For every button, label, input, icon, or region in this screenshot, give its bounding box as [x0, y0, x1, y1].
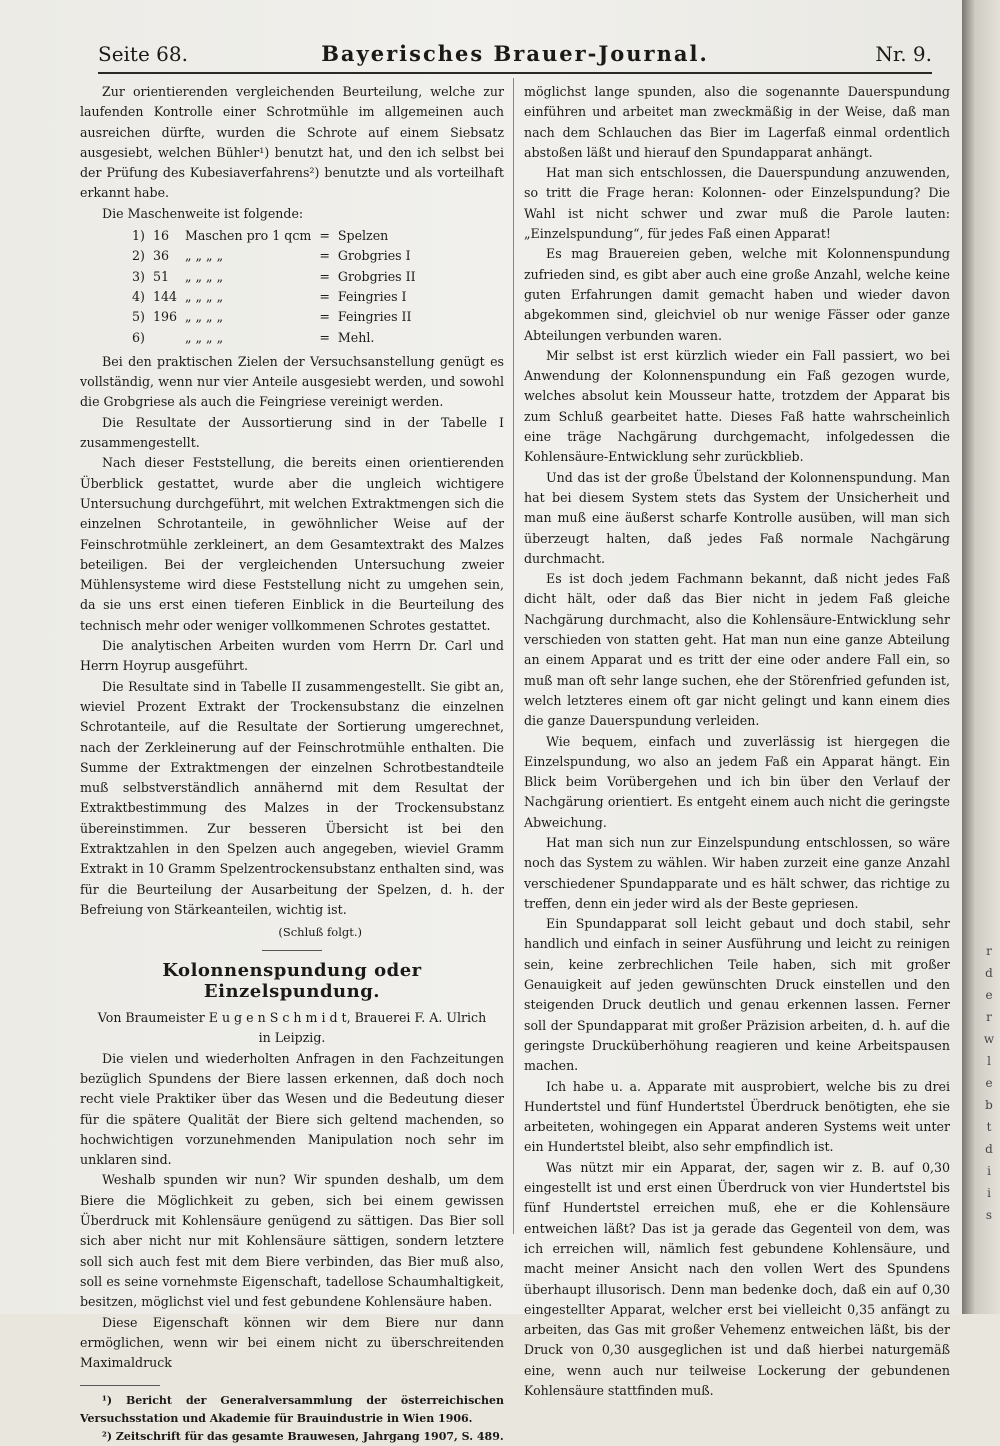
byline: Von Braumeister E u g e n S c h m i d t, Brauerei F. A. Ulrich [97, 1010, 487, 1026]
mesh-equals: = [319, 268, 330, 284]
mesh-name: Grobgries I [337, 248, 411, 264]
page-header [98, 42, 932, 74]
mesh-count: 36 [152, 248, 169, 264]
footnote-rule [80, 1385, 160, 1386]
left-column [80, 82, 504, 1446]
mesh-count: 144 [152, 288, 177, 304]
edge-letter: e [985, 1076, 993, 1090]
mesh-name: Spelzen [337, 228, 389, 244]
paragraph: Ein Spundapparat soll leicht gebaut und doch stabil, sehr handlich und einfach in seiner Ausführung und leicht zu reinigen sein, keine zerbrechlichen Teile haben, sich mit großer Genauigkeit auf jeden gewünschten Druck einstellen und den steigenden Druck deutlich und genau erkennen lassen. Ferner soll der Spundapparat mit großer Präzision arbeiten, d. h. auf die geringste Drucküberhöhung reagieren und keine Arbeitspausen machen. [524, 916, 950, 1074]
edge-letter: i [987, 1186, 991, 1200]
paragraph: Die analytischen Arbeiten wurden vom Herrn Dr. Carl und Herrn Hoyrup ausgeführt. [80, 638, 504, 674]
mesh-row [132, 328, 424, 348]
paragraph: Diese Eigenschaft können wir dem Biere nur dann ermöglichen, wenn wir bei einem nicht zu überschreitenden Maximaldruck [80, 1314, 504, 1371]
paragraph: Zur orientierenden vergleichenden Beurteilung, welche zur laufenden Kontrolle einer Schrotmühle im allgemeinen auch ausreichen dürfte, wurden die Schrote auf einem Siebsatz ausgesiebt, welchen Bühler¹) benutzt hat, und den ich selbst bei der Prüfung des Kubesiaverfahrens²) benutzte und als vorteilhaft erkannt habe. [80, 84, 504, 201]
footnote: ²) Zeitschrift für das gesamte Brauwesen, Jahrgang 1907, S. 489. [102, 1430, 504, 1444]
paragraph: Weshalb spunden wir nun? Wir spunden deshalb, um dem Biere die Möglichkeit zu geben, sich bei einem gewissen Überdruck mit Kohlensäure genügend zu sättigen. Das Bier soll sich aber nicht nur mit Kohlensäure sättigen, sondern letztere soll sich auch fest mit dem Biere verbinden, das Bier muß also, soll es seine vornehmste Eigenschaft, tadellose Schaumhaltigkeit, besitzen, möglichst viel und fest gebundene Kohlensäure haben. [80, 1172, 504, 1310]
mesh-count: 51 [152, 268, 169, 284]
byline-location: in Leipzig. [258, 1030, 326, 1046]
mesh-unit: „ „ „ „ [184, 268, 224, 284]
mesh-unit: „ „ „ „ [184, 288, 224, 304]
mesh-index: 3) [132, 268, 145, 284]
page-number: Seite 68. [98, 42, 188, 66]
mesh-index: 2) [132, 248, 145, 264]
paragraph: Ich habe u. a. Apparate mit ausprobiert, welche bis zu drei Hundertstel und fünf Hundertstel Überdruck benötigten, ehe sie arbeiteten, wohingegen ein Apparat anderen Systems weit unter ein Hundertstel bleibt, also sehr empfindlich ist. [524, 1078, 950, 1155]
mesh-table [132, 226, 424, 348]
edge-letter: r [986, 1010, 992, 1024]
journal-title: Bayerisches Brauer-Journal. [321, 41, 709, 66]
paragraph: Die vielen und wiederholten Anfragen in den Fachzeitungen bezüglich Spundens der Biere lassen erkennen, daß doch noch recht viele Praktiker über das Wesen und die Bedeutung dieser für die spätere Qualität der Biere sich geltend machenden, so hochwichtigen vorzunehmenden Manipulation noch sehr im unklaren sind. [80, 1050, 504, 1168]
mesh-equals: = [319, 329, 330, 345]
mesh-index: 1) [132, 228, 145, 244]
edge-letter: d [985, 1142, 993, 1156]
mesh-count [153, 328, 185, 348]
mesh-count: 196 [152, 309, 177, 325]
right-column [524, 82, 950, 1401]
mesh-name: Feingries I [337, 288, 407, 304]
edge-letter: d [985, 966, 993, 980]
section-separator [262, 950, 322, 951]
paragraph: Hat man sich nun zur Einzelspundung entschlossen, so wäre noch das System zu wählen. Wir haben zurzeit eine ganze Anzahl verschiedener Spundapparate und es hält schwer, das richtige zu treffen, denn ein jeder wird als der Beste gepriesen. [524, 834, 950, 911]
mesh-index: 6) [132, 329, 145, 345]
mesh-unit: „ „ „ „ [184, 329, 224, 345]
paragraph: Wie bequem, einfach und zuverlässig ist hiergegen die Einzelspundung, wo also an jedem Faß ein Apparat hängt. Ein Blick beim Vorübergehen und ich bin über den Verlauf der Nachgärung orientiert. Es entgeht einem auch nicht die geringste Abweichung. [524, 733, 950, 830]
paragraph: Es mag Brauereien geben, welche mit Kolonnenspundung zufrieden sind, es gibt aber auch eine große Anzahl, welche keine guten Erfahrungen damit gemacht haben und wieder davon abgekommen sind, gleichviel ob nur wenige Fässer oder ganze Abteilungen verbunden waren. [524, 246, 950, 343]
mesh-index: 4) [132, 288, 145, 304]
issue-number: Nr. 9. [875, 42, 932, 66]
mesh-row [132, 307, 424, 327]
mesh-unit: „ „ „ „ [184, 248, 224, 264]
mesh-unit: Maschen pro 1 qcm [184, 228, 312, 244]
mesh-row [132, 246, 424, 266]
edge-letter: s [985, 1208, 993, 1222]
mesh-equals: = [319, 228, 330, 244]
paragraph: Was nützt mir ein Apparat, der, sagen wir z. B. auf 0,30 eingestellt ist und erst einen Überdruck von vier Hundertstel bis fünf Hundertstel erreichen muß, ehe er die Kohlensäure entweichen läßt? Das ist ja gerade das Gegenteil von dem, was ich erreichen will, nämlich fest gebundene Kohlensäure, und macht meiner Ansicht nach den vollen Wert des Spundens überhaupt illusorisch. Denn man bedenke doch, daß ein auf 0,30 eingestellter Apparat, welcher erst bei vielleicht 0,35 anfängt zu arbeiten, das Gas mit großer Vehemenz entweichen läßt, bis der Druck von 0,30 ausgeglichen ist und daß hierbei naturgemäß eine, wenn auch nur teilweise Lockerung der gebundenen Kohlensäure stattfinden muß. [524, 1159, 950, 1398]
mesh-equals: = [319, 309, 330, 325]
mesh-unit: „ „ „ „ [184, 309, 224, 325]
mesh-row [132, 267, 424, 287]
mesh-row [132, 226, 424, 246]
edge-letter: l [987, 1054, 991, 1068]
column-divider [513, 78, 514, 1234]
paragraph: Hat man sich entschlossen, die Dauerspundung anzuwenden, so tritt die Frage heran: Kolonnen- oder Einzelspundung? Die Wahl ist nicht schwer und zwar muß die Parole lauten: „Einzelspundung“, für jedes Faß einen Apparat! [524, 165, 950, 242]
paragraph: Es ist doch jedem Fachmann bekannt, daß nicht jedes Faß dicht hält, oder daß das Bier nicht in jedem Faß gleiche Nachgärung durchmacht, also die Kohlensäure-Entwicklung sehr verschieden von statten geht. Hat man nun eine ganze Abteilung an einem Apparat und es tritt der eine oder andere Fall ein, so muß man oft sehr lange suchen, ehe der Störenfried gefunden ist, welch letzteres einem oft gar nicht gelingt und kann einem dies die ganze Dauerspundung verleiden. [524, 571, 950, 729]
edge-letter: i [987, 1164, 991, 1178]
article-title: Kolonnenspundung oder Einzelspundung. [162, 960, 422, 1002]
paragraph: Mir selbst ist erst kürzlich wieder ein Fall passiert, wo bei Anwendung der Kolonnenspundung ein Faß gezogen wurde, welches absolut kein Mousseur hatte, trotzdem der Apparat bis zum Schluß gearbeitet hatte. Dieses Faß hatte wahrscheinlich eine träge Nachgärung durchgemacht, infolgedessen die Kohlensäure-Entwicklung sehr zurückblieb. [524, 347, 950, 465]
mesh-index: 5) [132, 309, 145, 325]
mesh-equals: = [319, 248, 330, 264]
paragraph: Die Resultate sind in Tabelle II zusammengestellt. Sie gibt an, wieviel Prozent Extrakt der Trockensubstanz die einzelnen Schrotanteile, auf die Resultate der Sortierung umgerechnet, nach der Zerkleinerung auf der Feinschrotmühle enthalten. Die Summe der Extraktmengen der einzelnen Schrotbestandteile muß selbstverständlich annähernd mit dem Resultat der Extraktbestimmung des Malzes in der Trockensubstanz übereinstimmen. Zur besseren Übersicht ist bei den Extraktzahlen in den Spelzen auch angegeben, wieviel Gramm Extrakt in 10 Gramm Spelzentrockensubstanz enthalten sind, was für die Beurteilung der Ausarbeitung der Spelzen, d. h. der Befreiung von Stärkeanteilen, wichtig ist. [80, 678, 504, 917]
paragraph: Nach dieser Feststellung, die bereits einen orientierenden Überblick gestattet, wurde aber die ungleich wichtigere Untersuchung durchgeführt, mit welchen Extraktmengen sich die einzelnen Schrotanteile, in gewöhnlicher Weise auf der Feinschrotmühle zerkleinert, an dem Gesamtextrakt des Malzes beteiligen. Bei der vergleichenden Untersuchung zweier Mühlensysteme wird diese Feststellung nicht zu umgehen sein, da sie uns erst einen tieferen Einblick in die Beurteilung des technisch mehr oder weniger vollkommenen Schrotes gestattet. [80, 455, 504, 633]
paragraph: möglichst lange spunden, also die sogenannte Dauerspundung einführen und arbeitet man zweckmäßig in der Weise, daß man nach dem Schlauchen das Bier im Lagerfaß einmal ordentlich abstoßen läßt und hierauf den Spundapparat anhängt. [524, 84, 950, 160]
edge-letter: b [985, 1098, 993, 1112]
paragraph: Und das ist der große Übelstand der Kolonnenspundung. Man hat bei diesem System stets das System der Unsicherheit und man muß eine äußerst scharfe Kontrolle ausüben, will man sich überzeugt halten, daß jedes Faß normale Nachgärung durchmacht. [524, 469, 950, 566]
mesh-row [132, 287, 424, 307]
edge-letter: r [986, 944, 992, 958]
edge-letter: t [986, 1120, 992, 1134]
edge-letter: w [983, 1032, 995, 1046]
paragraph: Die Resultate der Aussortierung sind in der Tabelle I zusammengestellt. [80, 414, 504, 451]
footnote: ¹) Bericht der Generalversammlung der österreichischen Versuchsstation und Akademie für Brauindustrie in Wien 1906. [80, 1394, 504, 1426]
continuation-note: (Schluß folgt.) [278, 925, 362, 940]
edge-letter: e [985, 988, 993, 1002]
mesh-name: Mehl. [337, 329, 375, 345]
adjacent-page-edge [980, 940, 998, 1226]
mesh-name: Feingries II [337, 309, 412, 325]
paragraph: Bei den praktischen Zielen der Versuchsanstellung genügt es vollständig, wenn nur vier Anteile ausgesiebt werden, und sowohl die Grobgriese als auch die Feingriese vereinigt werden. [80, 353, 504, 410]
paragraph: Die Maschenweite ist folgende: [102, 205, 304, 221]
mesh-count: 16 [152, 228, 169, 244]
mesh-equals: = [319, 288, 330, 304]
mesh-name: Grobgries II [337, 268, 416, 284]
